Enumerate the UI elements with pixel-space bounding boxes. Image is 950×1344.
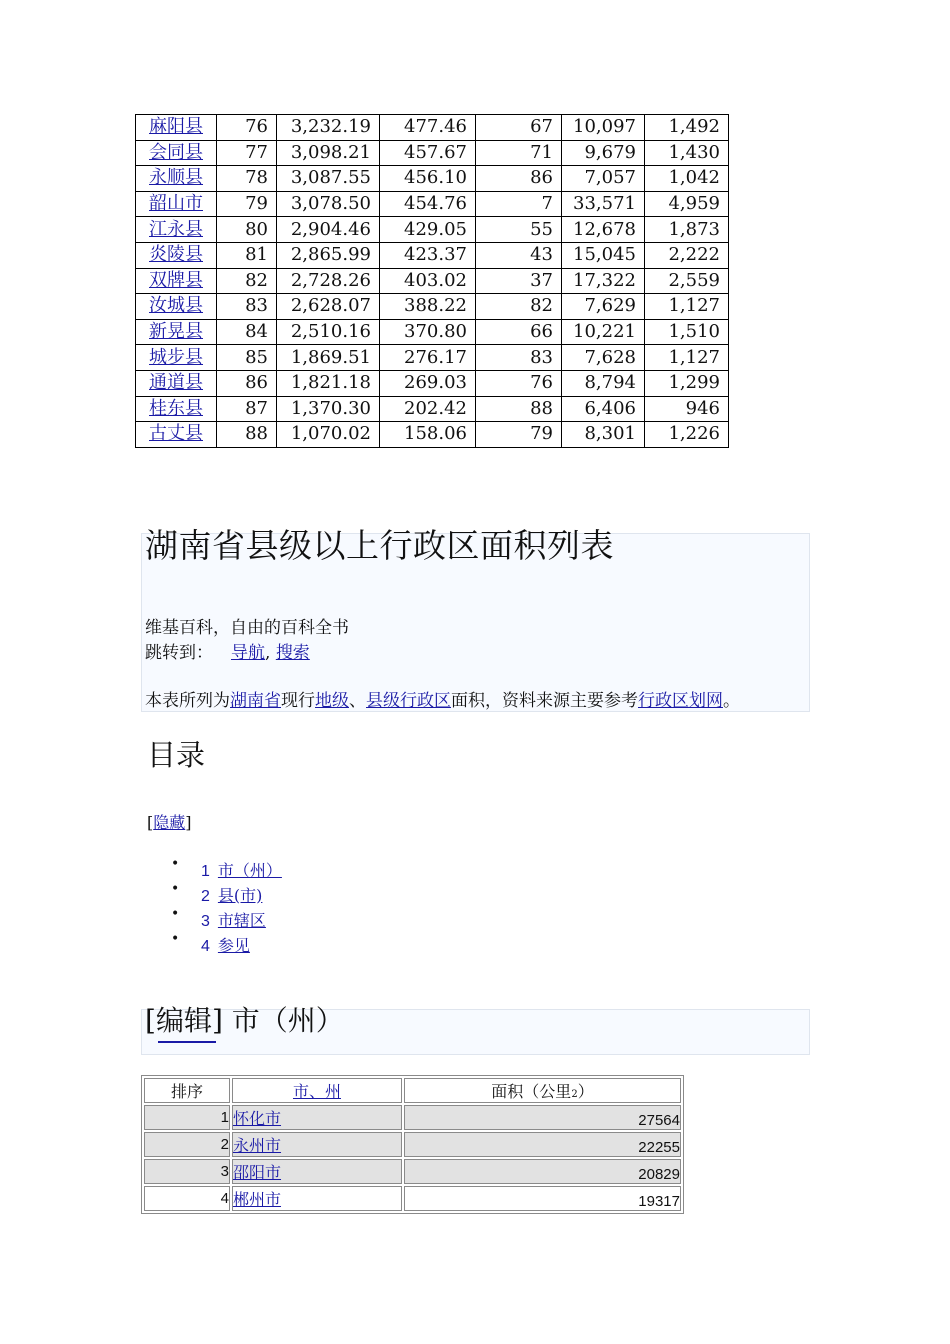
area-mu-cell: 388.22 xyxy=(380,294,476,320)
density-rank-cell: 66 xyxy=(476,319,562,345)
toc-label: 市辖区 xyxy=(217,911,266,930)
county-name-cell[interactable] xyxy=(136,242,217,268)
bullet-icon: • xyxy=(171,881,180,897)
area-header-text: 面积（公里 xyxy=(491,1082,572,1101)
intro-text: 本表所列为 xyxy=(145,691,230,711)
density-cell: 1,127 xyxy=(645,345,729,371)
county-link[interactable]: 汝城县 xyxy=(149,295,203,317)
county-link[interactable]: 桂东县 xyxy=(149,397,203,419)
population-cell: 12,678 xyxy=(562,217,645,243)
table-row xyxy=(136,191,729,217)
area-rank-cell: 79 xyxy=(217,191,277,217)
area-mu-cell: 454.76 xyxy=(380,191,476,217)
density-rank-cell: 88 xyxy=(476,396,562,422)
density-rank-cell: 37 xyxy=(476,268,562,294)
county-link[interactable]: 江永县 xyxy=(149,218,203,240)
intro-paragraph xyxy=(145,686,740,711)
density-rank-cell: 7 xyxy=(476,191,562,217)
population-cell: 10,221 xyxy=(562,319,645,345)
area-rank-cell: 76 xyxy=(217,115,277,141)
bullet-icon: • xyxy=(171,856,180,872)
area-mu-cell: 429.05 xyxy=(380,217,476,243)
bullet-icon: • xyxy=(171,906,180,922)
rank-cell: 2 xyxy=(144,1132,230,1157)
county-link[interactable]: 古丈县 xyxy=(149,423,203,445)
section-title: 市（州） xyxy=(231,1004,344,1037)
area-km2-cell: 1,070.02 xyxy=(277,422,380,448)
area-rank-cell: 83 xyxy=(217,294,277,320)
county-name-cell[interactable] xyxy=(136,166,217,192)
intro-text: 、 xyxy=(349,691,366,711)
jump-navigation-link[interactable]: 导航 xyxy=(231,643,265,663)
density-cell: 1,873 xyxy=(645,217,729,243)
density-cell: 1,226 xyxy=(645,422,729,448)
toc-label: 参见 xyxy=(217,936,250,955)
county-link[interactable]: 韶山市 xyxy=(149,193,203,215)
county-link[interactable]: 炎陵县 xyxy=(149,244,203,266)
table-row xyxy=(136,140,729,166)
area-km2-cell: 2,865.99 xyxy=(277,242,380,268)
rank-header: 排序 xyxy=(144,1078,230,1103)
intro-text: 。 xyxy=(723,691,740,711)
city-link[interactable]: 郴州市 xyxy=(233,1190,282,1209)
area-mu-cell: 370.80 xyxy=(380,319,476,345)
density-rank-cell: 76 xyxy=(476,370,562,396)
county-name-cell[interactable] xyxy=(136,268,217,294)
county-link[interactable]: 双牌县 xyxy=(149,269,203,291)
county-link[interactable]: 城步县 xyxy=(149,346,203,368)
rank-cell: 3 xyxy=(144,1159,230,1184)
toc-link-see-also[interactable] xyxy=(201,933,250,956)
population-cell: 6,406 xyxy=(562,396,645,422)
table-row xyxy=(136,422,729,448)
xzqh-link[interactable]: 行政区划网 xyxy=(638,691,723,711)
area-km2-cell: 2,904.46 xyxy=(277,217,380,243)
table-row xyxy=(136,115,729,141)
area-km2-cell: 3,078.50 xyxy=(277,191,380,217)
toc-link-cities[interactable] xyxy=(201,858,282,881)
intro-text: 现行 xyxy=(281,691,315,711)
area-rank-cell: 80 xyxy=(217,217,277,243)
county-name-cell[interactable] xyxy=(136,345,217,371)
city-link[interactable]: 永州市 xyxy=(233,1136,282,1155)
area-mu-cell: 202.42 xyxy=(380,396,476,422)
population-cell: 8,301 xyxy=(562,422,645,448)
area-mu-cell: 477.46 xyxy=(380,115,476,141)
density-cell: 946 xyxy=(645,396,729,422)
area-mu-cell: 276.17 xyxy=(380,345,476,371)
bracket: ] xyxy=(185,813,192,832)
edit-link-underline xyxy=(158,1041,216,1043)
table-row xyxy=(144,1159,681,1184)
city-header[interactable] xyxy=(232,1078,402,1103)
toc-label: 县(市) xyxy=(217,886,263,905)
table-row xyxy=(144,1132,681,1157)
county-name-cell[interactable] xyxy=(136,422,217,448)
area-km2-cell: 2,728.26 xyxy=(277,268,380,294)
county-area-table xyxy=(135,114,729,448)
jump-search-link[interactable]: 搜索 xyxy=(275,643,310,663)
density-cell: 1,042 xyxy=(645,166,729,192)
density-rank-cell: 86 xyxy=(476,166,562,192)
toc-link-counties[interactable] xyxy=(201,883,262,906)
density-cell: 2,559 xyxy=(645,268,729,294)
area-km2-cell: 3,232.19 xyxy=(277,115,380,141)
area-cell: 19317 xyxy=(404,1186,681,1211)
area-rank-cell: 86 xyxy=(217,370,277,396)
density-rank-cell: 55 xyxy=(476,217,562,243)
population-cell: 7,628 xyxy=(562,345,645,371)
population-cell: 9,679 xyxy=(562,140,645,166)
county-name-cell[interactable] xyxy=(136,115,217,141)
area-rank-cell: 77 xyxy=(217,140,277,166)
city-cell[interactable] xyxy=(232,1159,402,1184)
city-cell[interactable] xyxy=(232,1186,402,1211)
city-cell[interactable] xyxy=(232,1105,402,1130)
table-row xyxy=(136,370,729,396)
county-level-link[interactable]: 县级行政区 xyxy=(366,691,451,711)
section-edit-link[interactable]: 编辑 xyxy=(155,1004,212,1037)
county-name-cell[interactable] xyxy=(136,191,217,217)
county-name-cell[interactable] xyxy=(136,294,217,320)
rank-cell: 4 xyxy=(144,1186,230,1211)
county-link[interactable]: 通道县 xyxy=(149,372,203,394)
density-cell: 1,492 xyxy=(645,115,729,141)
area-mu-cell: 457.67 xyxy=(380,140,476,166)
table-row xyxy=(136,396,729,422)
area-header xyxy=(404,1078,681,1103)
hunan-link[interactable]: 湖南省 xyxy=(230,691,281,711)
county-name-cell[interactable] xyxy=(136,217,217,243)
area-km2-cell: 1,370.30 xyxy=(277,396,380,422)
table-row xyxy=(144,1105,681,1130)
intro-text: 面积，资料来源主要参考 xyxy=(451,691,638,711)
county-name-cell[interactable] xyxy=(136,370,217,396)
county-link[interactable]: 麻阳县 xyxy=(149,116,203,138)
city-cell[interactable] xyxy=(232,1132,402,1157)
area-rank-cell: 88 xyxy=(217,422,277,448)
area-rank-cell: 82 xyxy=(217,268,277,294)
table-row xyxy=(136,294,729,320)
county-area-table-body xyxy=(136,115,729,448)
county-name-cell[interactable] xyxy=(136,140,217,166)
rank-cell: 1 xyxy=(144,1105,230,1130)
county-name-cell[interactable] xyxy=(136,396,217,422)
area-km2-cell: 1,869.51 xyxy=(277,345,380,371)
density-cell: 1,510 xyxy=(645,319,729,345)
area-mu-cell: 269.03 xyxy=(380,370,476,396)
area-km2-cell: 3,087.55 xyxy=(277,166,380,192)
area-cell: 20829 xyxy=(404,1159,681,1184)
bracket: [ xyxy=(145,1004,156,1037)
city-area-table-body xyxy=(144,1105,681,1211)
area-mu-cell: 403.02 xyxy=(380,268,476,294)
jump-to-label: 跳转到： xyxy=(145,643,213,663)
population-cell: 33,571 xyxy=(562,191,645,217)
area-km2-cell: 2,628.07 xyxy=(277,294,380,320)
density-cell: 1,127 xyxy=(645,294,729,320)
city-link[interactable]: 邵阳市 xyxy=(233,1163,282,1182)
density-cell: 1,430 xyxy=(645,140,729,166)
population-cell: 8,794 xyxy=(562,370,645,396)
area-rank-cell: 87 xyxy=(217,396,277,422)
page-title: 湖南省县级以上行政区面积列表 xyxy=(145,526,614,565)
table-row xyxy=(136,166,729,192)
toc-number: 2 xyxy=(201,888,210,905)
toc-link-districts[interactable] xyxy=(201,908,266,931)
bullet-icon: • xyxy=(171,931,180,947)
toc-toggle xyxy=(147,810,192,833)
county-link[interactable]: 新晃县 xyxy=(149,321,203,343)
toc-label: 市（州） xyxy=(217,861,282,880)
county-link[interactable]: 会同县 xyxy=(149,141,203,163)
table-row xyxy=(136,268,729,294)
population-cell: 7,629 xyxy=(562,294,645,320)
population-cell: 7,057 xyxy=(562,166,645,192)
area-mu-cell: 423.37 xyxy=(380,242,476,268)
toc-number: 3 xyxy=(201,913,210,930)
density-rank-cell: 79 xyxy=(476,422,562,448)
city-area-table xyxy=(141,1075,684,1214)
area-header-unit-power: 2 xyxy=(571,1089,578,1100)
toc-title: 目录 xyxy=(147,738,206,772)
toc-number: 4 xyxy=(201,938,210,955)
table-row xyxy=(144,1186,681,1211)
county-name-cell[interactable] xyxy=(136,319,217,345)
density-cell: 1,299 xyxy=(645,370,729,396)
jump-separator: , xyxy=(265,643,271,663)
area-mu-cell: 158.06 xyxy=(380,422,476,448)
toc-hide-link[interactable]: 隐藏 xyxy=(153,813,186,832)
section-heading xyxy=(145,999,344,1039)
county-link[interactable]: 永顺县 xyxy=(149,167,203,189)
area-rank-cell: 84 xyxy=(217,319,277,345)
density-rank-cell: 83 xyxy=(476,345,562,371)
area-header-text: ） xyxy=(577,1082,594,1101)
prefecture-level-link[interactable]: 地级 xyxy=(315,691,349,711)
population-cell: 10,097 xyxy=(562,115,645,141)
area-mu-cell: 456.10 xyxy=(380,166,476,192)
density-rank-cell: 67 xyxy=(476,115,562,141)
table-row xyxy=(136,217,729,243)
area-km2-cell: 2,510.16 xyxy=(277,319,380,345)
area-rank-cell: 81 xyxy=(217,242,277,268)
population-cell: 17,322 xyxy=(562,268,645,294)
site-tagline: 维基百科，自由的百科全书 xyxy=(145,618,349,638)
table-row xyxy=(136,345,729,371)
area-km2-cell: 1,821.18 xyxy=(277,370,380,396)
toc-number: 1 xyxy=(201,863,210,880)
density-cell: 4,959 xyxy=(645,191,729,217)
area-rank-cell: 85 xyxy=(217,345,277,371)
area-rank-cell: 78 xyxy=(217,166,277,192)
table-header-row xyxy=(144,1078,681,1103)
city-link[interactable]: 怀化市 xyxy=(233,1109,282,1128)
bracket: [ xyxy=(147,813,154,832)
population-cell: 15,045 xyxy=(562,242,645,268)
density-rank-cell: 71 xyxy=(476,140,562,166)
bracket: ] xyxy=(211,1004,223,1037)
city-header-link[interactable]: 市、州 xyxy=(292,1082,341,1101)
density-rank-cell: 82 xyxy=(476,294,562,320)
table-row xyxy=(136,319,729,345)
density-cell: 2,222 xyxy=(645,242,729,268)
table-row xyxy=(136,242,729,268)
area-cell: 22255 xyxy=(404,1132,681,1157)
jump-to-bar xyxy=(145,638,310,663)
density-rank-cell: 43 xyxy=(476,242,562,268)
area-cell: 27564 xyxy=(404,1105,681,1130)
area-km2-cell: 3,098.21 xyxy=(277,140,380,166)
